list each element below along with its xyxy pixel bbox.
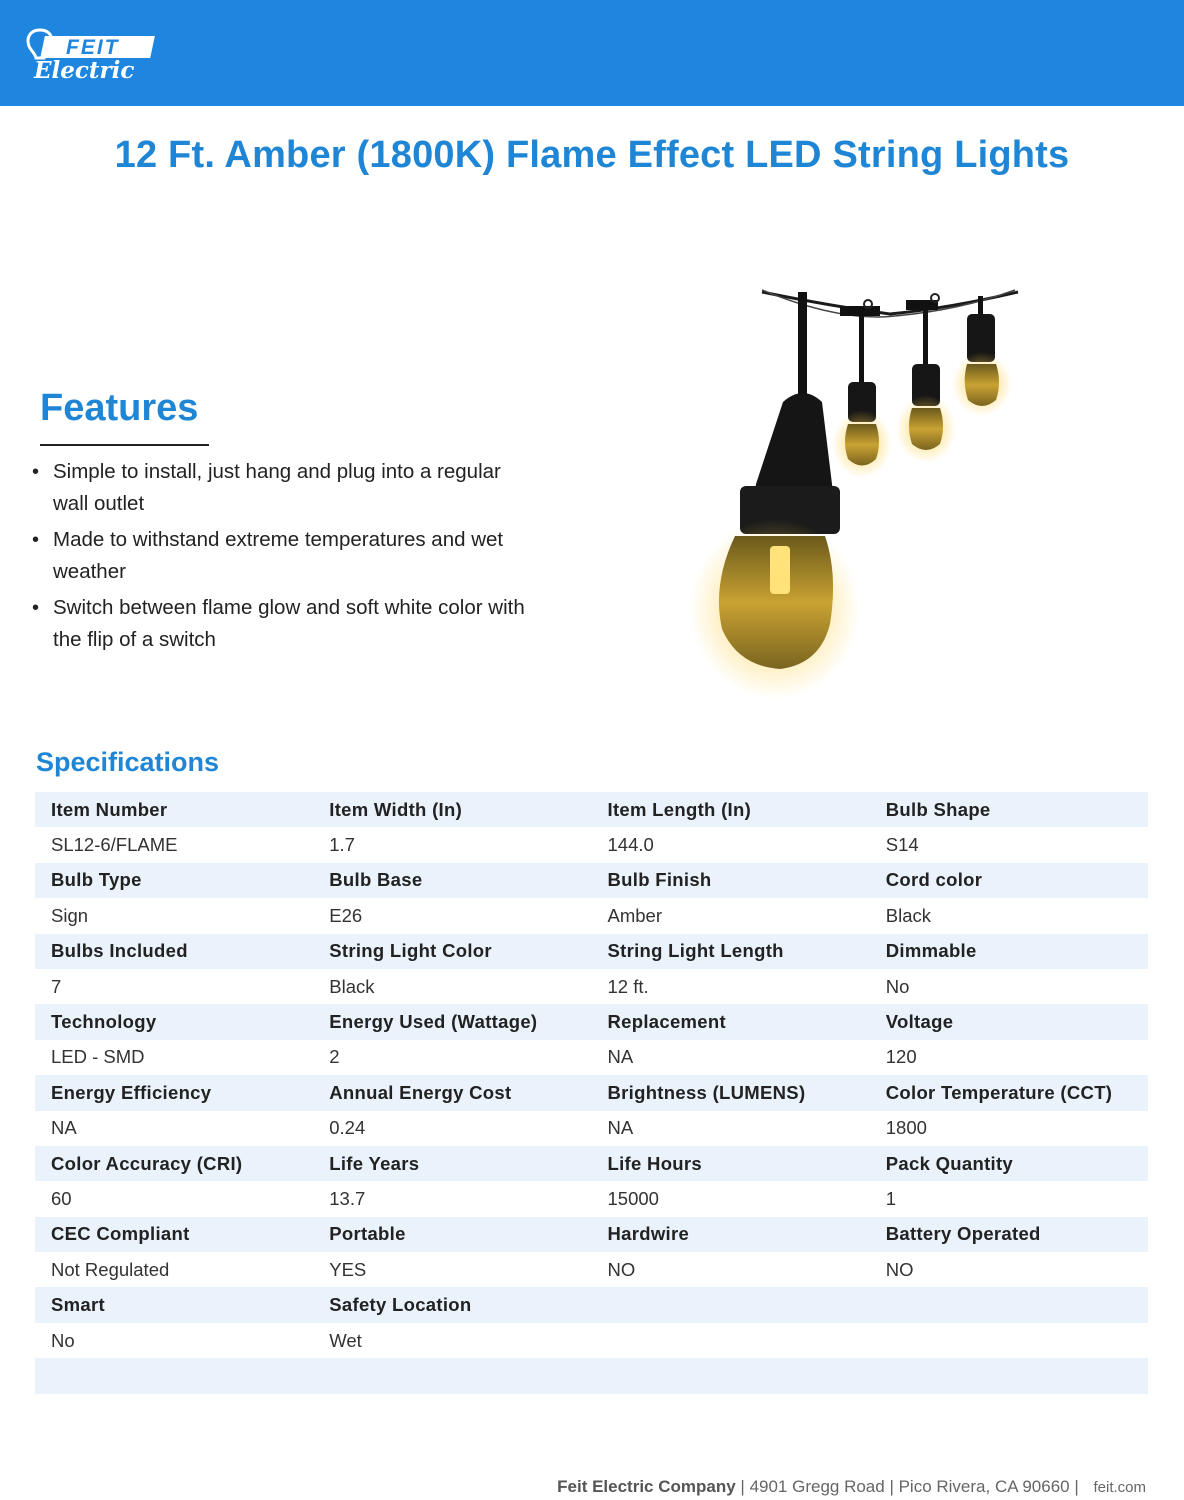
spec-label: Item Number [35, 792, 313, 827]
page-title: 12 Ft. Amber (1800K) Flame Effect LED String Lights [114, 134, 1070, 176]
spec-value: Amber [592, 898, 870, 933]
spec-value: 7 [35, 969, 313, 1004]
spec-label [592, 1287, 870, 1322]
spec-value [870, 1323, 1148, 1358]
feature-item: • Switch between flame glow and soft white color with the flip of a switch [32, 592, 532, 656]
spec-label: Hardwire [592, 1217, 870, 1252]
spec-value: Sign [35, 898, 313, 933]
spec-label-row [35, 863, 1148, 898]
spec-value: NO [592, 1252, 870, 1287]
spec-value: 144.0 [592, 827, 870, 862]
spec-label-row [35, 792, 1148, 827]
spec-label: Life Hours [592, 1146, 870, 1181]
spec-value [592, 1323, 870, 1358]
spec-label: Energy Efficiency [35, 1075, 313, 1110]
spec-label: Technology [35, 1004, 313, 1039]
spec-value: 120 [870, 1040, 1148, 1075]
spec-label: Life Years [313, 1146, 591, 1181]
header-bar [0, 0, 1184, 106]
spec-label: Pack Quantity [870, 1146, 1148, 1181]
spec-empty-cell [313, 1358, 591, 1394]
bullet-icon: • [32, 597, 40, 619]
spec-value: Black [313, 969, 591, 1004]
spec-label [870, 1287, 1148, 1322]
spec-value-row [35, 1252, 1148, 1287]
spec-empty-cell [870, 1358, 1148, 1394]
spec-label: Cord color [870, 863, 1148, 898]
spec-value-row [35, 1040, 1148, 1075]
string-lights-product-image [690, 284, 1030, 704]
svg-text:Electric: Electric [34, 57, 135, 82]
features-underline [40, 444, 209, 446]
spec-label: Replacement [592, 1004, 870, 1039]
spec-value: Black [870, 898, 1148, 933]
specifications-heading: Specifications [36, 747, 220, 777]
spec-value: NA [592, 1040, 870, 1075]
spec-label-row [35, 1217, 1148, 1252]
spec-label: Color Temperature (CCT) [870, 1075, 1148, 1110]
spec-value: SL12-6/FLAME [35, 827, 313, 862]
spec-label: Bulb Base [313, 863, 591, 898]
spec-value: 60 [35, 1181, 313, 1216]
spec-value: 1.7 [313, 827, 591, 862]
spec-value: No [35, 1323, 313, 1358]
spec-value-row [35, 969, 1148, 1004]
spec-label: Brightness (LUMENS) [592, 1075, 870, 1110]
spec-value-row [35, 1323, 1148, 1358]
spec-empty-cell [592, 1358, 870, 1394]
spec-value-row [35, 898, 1148, 933]
spec-label: Bulbs Included [35, 934, 313, 969]
spec-label: CEC Compliant [35, 1217, 313, 1252]
spec-value: S14 [870, 827, 1148, 862]
spec-value: NA [35, 1111, 313, 1146]
spec-label-row [35, 1287, 1148, 1322]
spec-value: 13.7 [313, 1181, 591, 1216]
spec-value: NA [592, 1111, 870, 1146]
spec-label: Battery Operated [870, 1217, 1148, 1252]
spec-value: 1 [870, 1181, 1148, 1216]
spec-label: Bulb Type [35, 863, 313, 898]
spec-label: String Light Length [592, 934, 870, 969]
spec-label-row [35, 1146, 1148, 1181]
spec-value-row [35, 827, 1148, 862]
spec-label: Bulb Finish [592, 863, 870, 898]
spec-empty-row [35, 1358, 1148, 1394]
spec-value: Wet [313, 1323, 591, 1358]
feit-electric-logo [26, 26, 160, 82]
footer-company: Feit Electric Company [557, 1477, 736, 1496]
footer-site-link[interactable]: feit.com [1093, 1479, 1146, 1496]
spec-label: Safety Location [313, 1287, 591, 1322]
spec-value: E26 [313, 898, 591, 933]
spec-label: Color Accuracy (CRI) [35, 1146, 313, 1181]
footer-address: | 4901 Gregg Road | Pico Rivera, CA 90660 | [735, 1477, 1084, 1496]
spec-label: Voltage [870, 1004, 1148, 1039]
spec-value: LED - SMD [35, 1040, 313, 1075]
specifications-table [35, 792, 1148, 1394]
bullet-icon: • [32, 529, 40, 551]
spec-value-row [35, 1111, 1148, 1146]
feature-item: • Simple to install, just hang and plug into a regular wall outlet [32, 456, 532, 520]
spec-label: Bulb Shape [870, 792, 1148, 827]
spec-value: YES [313, 1252, 591, 1287]
feature-item: • Made to withstand extreme temperatures and wet weather [32, 524, 532, 588]
spec-value: 1800 [870, 1111, 1148, 1146]
spec-label: Item Width (In) [313, 792, 591, 827]
spec-label: String Light Color [313, 934, 591, 969]
spec-value: 12 ft. [592, 969, 870, 1004]
spec-value: NO [870, 1252, 1148, 1287]
footer [557, 1477, 1146, 1497]
features-list [32, 456, 532, 660]
spec-value-row [35, 1181, 1148, 1216]
features-heading: Features [40, 387, 199, 429]
spec-label: Annual Energy Cost [313, 1075, 591, 1110]
spec-label-row [35, 934, 1148, 969]
spec-label-row [35, 1004, 1148, 1039]
spec-label: Dimmable [870, 934, 1148, 969]
spec-value: 0.24 [313, 1111, 591, 1146]
spec-label: Portable [313, 1217, 591, 1252]
spec-label-row [35, 1075, 1148, 1110]
spec-label: Energy Used (Wattage) [313, 1004, 591, 1039]
svg-text:FEIT: FEIT [66, 36, 120, 59]
spec-value: Not Regulated [35, 1252, 313, 1287]
spec-label: Item Length (In) [592, 792, 870, 827]
spec-label: Smart [35, 1287, 313, 1322]
spec-value: No [870, 969, 1148, 1004]
bullet-icon: • [32, 461, 40, 483]
spec-value: 15000 [592, 1181, 870, 1216]
spec-value: 2 [313, 1040, 591, 1075]
spec-empty-cell [35, 1358, 313, 1394]
